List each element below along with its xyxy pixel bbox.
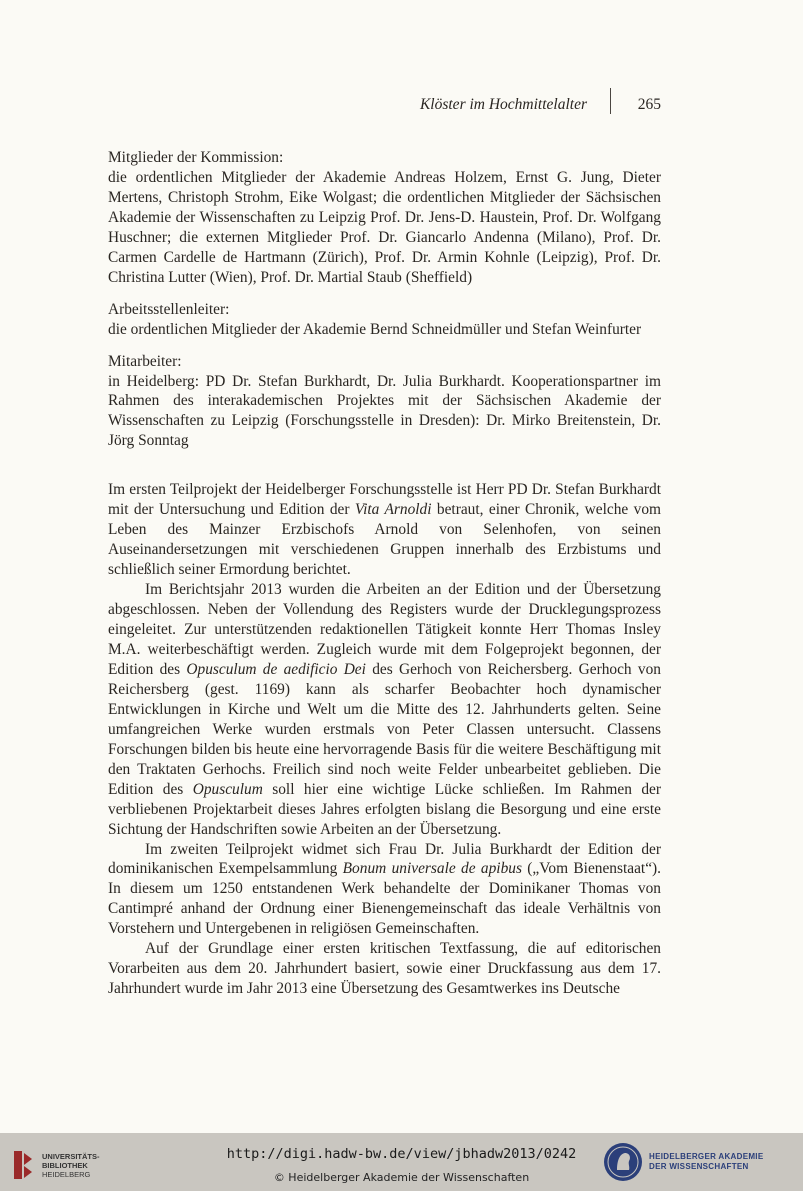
permalink-url[interactable]: http://digi.hadw-bw.de/view/jbhadw2013/0242 (226, 1146, 577, 1162)
leader-heading: Arbeitsstellenleiter: (108, 300, 230, 318)
staff-heading: Mitarbeiter: (108, 352, 182, 370)
hadw-seal-icon (603, 1142, 643, 1182)
page-number: 265 (637, 96, 661, 113)
title-bonum-universale: Bonum universale de apibus (342, 860, 522, 878)
running-title: Klöster im Hochmittelalter (419, 96, 587, 113)
title-opusculum: Opusculum (192, 780, 263, 798)
paragraph-4: Auf der Grundlage einer ersten kritischen Textfassung, die auf editorischen Vorarbeiten aus dem 20. Jahrhundert basiert, sowie einer Druckfassung aus dem 17. Jahrhundert wurde im Jahr 2013 eine Übersetzung des Gesamtwerkes ins Deutsche (108, 940, 661, 998)
ub-logo-line-2: BIBLIOTHEK (42, 1161, 88, 1170)
hadw-logo-line-2: DER WISSENSCHAFTEN (649, 1162, 749, 1171)
footer-bar (0, 1133, 803, 1191)
paragraph-3 (108, 840, 661, 940)
paragraph-2-text-a: Im Berichtsjahr 2013 wurden die Arbeiten an der Edition und der Übersetzung abgeschlossen. Neben der Vollendung des Registers wurde der Drucklegungsprozess eingeleitet. Zur unterstützenden redaktionellen Tätigkeit konnte Herr Thomas Insley M.A. weiterbeschäftigt werden. Zugleich wurde mit dem Folgeprojekt begonnen, der Edition des (108, 581, 661, 678)
paragraph-2 (108, 580, 661, 839)
members-text: die ordentlichen Mitglieder der Akademie Andreas Holzem, Ernst G. Jung, Dieter Mertens, Christoph Strohm, Eike Wolgast; die ordentlichen Mitglieder der Sächsischen Akademie der Wissenschaften zu Leipzig Prof. Dr. Jens-D. Haustein, Prof. Dr. Wolfgang Huschner; die externen Mitglieder Prof. Dr. Giancarlo Andenna (Milano), Prof. Dr. Carmen Cardelle de Hartmann (Zürich), Prof. Dr. Armin Kohnle (Leipzig), Prof. Dr. Christina Lutter (Wien), Prof. Dr. Martial Staub (Sheffield) (108, 168, 661, 286)
paragraph-1-text-a: Im ersten Teilprojekt der Heidelberger Forschungsstelle ist Herr PD Dr. Stefan Burkhardt mit der Untersuchung und Edition der (108, 481, 661, 519)
hadw-logo-line-1: HEIDELBERGER AKADEMIE (649, 1152, 764, 1161)
title-opusculum-full: Opusculum de aedificio Dei (186, 660, 366, 678)
hadw-logo[interactable] (603, 1142, 793, 1184)
section-gap (108, 463, 661, 480)
commission-members-block (108, 148, 661, 288)
hadw-logo-text (649, 1152, 763, 1172)
paragraph-3-text-a: Im zweiten Teilprojekt widmet sich Frau Dr. Julia Burkhardt der Edition der dominikanischen Exempelsammlung (108, 840, 661, 878)
ub-logo-line-1: UNIVERSITÄTS- (42, 1152, 100, 1161)
paragraph-2-text-b: des Gerhoch von Reichersberg. Gerhoch von Reichersberg (gest. 1169) kann als scharfer Beobachter hoch dynamischer Entwicklungen in Kirche und Welt um die Mitte des 12. Jahrhunderts gelten. Seine umfangreichen Werke wurden erstmals von Peter Classen untersucht. Classens Forschungen bilden bis heute eine hervorragende Basis für die weitere Beschäftigung mit den Traktaten Gerhochs. Freilich sind noch weite Felder unbearbeitet geblieben. Die Edition des (108, 660, 661, 798)
title-vita-arnoldi: Vita Arnoldi (354, 501, 432, 519)
copyright-notice: © Heidelberger Akademie der Wissenschaften (273, 1171, 530, 1184)
ub-logo-line-3: HEIDELBERG (42, 1170, 91, 1179)
page-body (108, 148, 661, 999)
paragraph-2-text-c: soll hier eine wichtige Lücke schließen. Im Rahmen der verbliebenen Projektarbeit dieses Jahres erfolgten bislang die Besorgung und eine erste Sichtung der Handschriften sowie Arbeiten an der Übersetzung. (108, 780, 661, 838)
paragraph-1 (108, 480, 661, 580)
members-heading: Mitglieder der Kommission: (108, 149, 284, 166)
header-divider (610, 88, 611, 114)
running-header (108, 94, 661, 118)
staff-block (108, 352, 661, 452)
paragraph-1-text-b: betraut, einer Chronik, welche vom Leben des Mainzer Erzbischofs Arnold von Selenhofen, von seinen Auseinandersetzungen mit verschiedenen Gruppen innerhalb des Erzbistums und schließlich seiner Ermordung berichtet. (108, 501, 662, 579)
paragraph-3-text-b: („Vom Bienenstaat“). In diesem um 1250 entstandenen Werk behandelte der Dominikaner Thomas von Cantimpré anhand der Ordnung einer Bienengemeinschaft das ideale Verhältnis von Vorstehern und Untergebenen in religiösen Gemeinschaften. (108, 860, 662, 938)
staff-text: in Heidelberg: PD Dr. Stefan Burkhardt, Dr. Julia Burkhardt. Kooperationspartner im Rahmen des interakademischen Projektes mit der Sächsischen Akademie der Wissenschaften zu Leipzig (Forschungsstelle in Dresden): Dr. Mirko Breitenstein, Dr. Jörg Sonntag (108, 372, 661, 450)
leader-block (108, 300, 661, 340)
leader-text: die ordentlichen Mitglieder der Akademie Bernd Schneidmüller und Stefan Weinfurter (108, 320, 642, 338)
